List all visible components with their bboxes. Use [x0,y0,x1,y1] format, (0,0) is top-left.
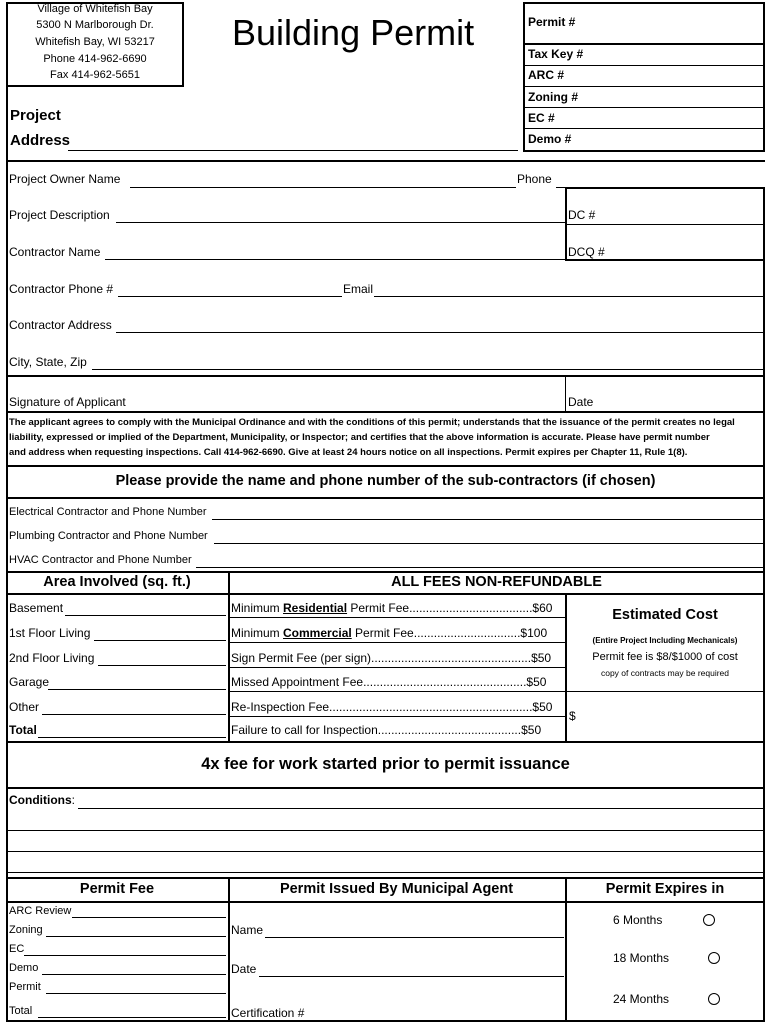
fee-ec-label: EC [9,943,25,955]
village-phone: Phone 414-962-6690 [43,53,147,65]
village-city: Whitefish Bay, WI 53217 [35,36,155,48]
fee-permit-label: Permit [9,981,41,993]
permit-number-label: Permit # [528,15,576,29]
area-2nd-floor-label: 2nd Floor Living [9,651,95,665]
fees-heading: ALL FEES NON-REFUNDABLE [391,574,602,590]
expires-6-label: 6 Months [613,913,663,927]
expires-24-radio[interactable] [708,993,720,1005]
contractor-address-field[interactable] [116,332,764,333]
expires-18-label: 18 Months [613,951,670,965]
phone-label: Phone [517,172,552,186]
arc-label: ARC # [528,68,565,82]
issued-by-heading: Permit Issued By Municipal Agent [279,881,514,897]
fee-zoning-field[interactable] [46,936,226,937]
zoning-label: Zoning # [528,90,578,104]
area-basement-field[interactable] [65,615,226,616]
tax-key-label: Tax Key # [528,47,584,61]
contractor-name-field[interactable] [105,259,565,260]
fee-total-label: Total [9,1005,33,1017]
fee-min-commercial: Minimum Commercial Permit Fee................................$100 [231,626,548,640]
dcq-label: DCQ # [568,245,605,259]
contractor-phone-label: Contractor Phone # [9,282,114,296]
email-field[interactable] [374,296,764,297]
email-label: Email [343,282,374,296]
estimate-heading: Estimated Cost [612,607,718,623]
city-state-zip-label: City, State, Zip [9,355,87,369]
plumbing-field[interactable] [214,543,764,544]
contractor-address-label: Contractor Address [9,318,112,332]
disclaimer-line-1: The applicant agrees to comply with the Municipal Ordinance and with the conditions of this permit; understands that the issuance of the permit creates no legal [9,417,735,428]
owner-field[interactable] [130,187,516,188]
fee-min-residential: Minimum Residential Permit Fee.....................................$60 [231,601,553,615]
issued-date-label: Date [231,962,257,976]
plumbing-label: Plumbing Contractor and Phone Number [9,530,208,542]
area-other-field[interactable] [42,714,226,715]
fee-ec-field[interactable] [24,955,226,956]
fee-arc-review-label: ARC Review [9,905,72,917]
permit-fee-heading: Permit Fee [79,881,155,897]
date-label: Date [568,395,594,409]
area-1st-floor-label: 1st Floor Living [9,626,91,640]
fee-failure: Failure to call for Inspection...........................................$50 [231,723,542,737]
expires-24-label: 24 Months [613,992,670,1006]
address-label: Address [10,132,71,149]
fee-demo-field[interactable] [42,974,226,975]
expires-6-radio[interactable] [703,914,715,926]
area-2nd-floor-field[interactable] [98,665,226,666]
expires-18-radio[interactable] [708,952,720,964]
estimate-dollar[interactable]: $ [569,709,576,723]
project-label: Project [10,107,61,124]
area-total-label: Total [9,723,37,737]
fee-sign: Sign Permit Fee (per sign)................................................$50 [231,651,552,665]
area-1st-floor-field[interactable] [94,640,226,641]
fee-total-field[interactable] [38,1017,226,1018]
bottom-border [6,1020,765,1022]
estimate-sub: (Entire Project Including Mechanicals) [592,636,738,645]
contractor-name-label: Contractor Name [9,245,101,259]
conditions-label: Conditions: [9,793,75,807]
conditions-line-1[interactable] [78,808,764,809]
village-fax: Fax 414-962-5651 [50,69,140,81]
fee-reinspection: Re-Inspection Fee.............................................................$50 [231,700,553,714]
hvac-field[interactable] [196,567,764,568]
area-garage-label: Garage [9,675,50,689]
page-title: Building Permit [232,12,475,53]
expires-heading: Permit Expires in [605,881,725,897]
city-state-zip-field[interactable] [92,369,764,370]
disclaimer-line-2: liability, expressed or implied of the Department, Municipality, or Inspector; and certifies that the above information is accurate. Please have permit number [9,432,710,443]
estimate-note: copy of contracts may be required [600,668,730,678]
area-basement-label: Basement [9,601,64,615]
hvac-label: HVAC Contractor and Phone Number [9,554,192,566]
ec-label: EC # [528,111,555,125]
area-other-label: Other [9,700,40,714]
area-total-field[interactable] [38,737,226,738]
demo-label: Demo # [528,132,572,146]
disclaimer-line-3: and address when requesting inspections. Call 414-962-6690. Give at least 24 hours notice on all inspections. Permit expires per Chapter 11, Rule 1(8). [9,447,688,458]
estimate-rate: Permit fee is $8/$1000 of cost [592,651,738,663]
fee-permit-field[interactable] [46,993,226,994]
penalty-notice: 4x fee for work started prior to permit issuance [201,755,570,773]
electrical-label: Electrical Contractor and Phone Number [9,506,207,518]
electrical-field[interactable] [212,519,764,520]
fee-missed-appointment: Missed Appointment Fee.................................................$50 [231,675,547,689]
area-heading: Area Involved (sq. ft.) [43,574,191,590]
issued-cert-label: Certification # [231,1006,305,1020]
village-street: 5300 N Marlborough Dr. [36,19,154,31]
description-field[interactable] [116,222,565,223]
subcontractors-heading: Please provide the name and phone number of the sub-contractors (if chosen) [115,473,656,489]
dc-label: DC # [568,208,596,222]
signature-label: Signature of Applicant [9,395,126,409]
fee-zoning-label: Zoning [9,924,43,936]
project-address-field[interactable] [68,150,518,151]
area-garage-field[interactable] [48,689,226,690]
village-name: Village of Whitefish Bay [37,3,153,15]
issued-name-label: Name [231,923,264,937]
contractor-phone-field[interactable] [118,296,342,297]
issued-date-field[interactable] [259,976,564,977]
fee-demo-label: Demo [9,962,39,974]
conditions-line-3[interactable] [8,851,764,852]
description-label: Project Description [9,208,110,222]
fee-arc-review-field[interactable] [72,917,226,918]
conditions-line-4[interactable] [8,872,764,873]
conditions-line-2[interactable] [8,830,764,831]
issued-name-field[interactable] [265,937,564,938]
owner-label: Project Owner Name [9,172,121,186]
